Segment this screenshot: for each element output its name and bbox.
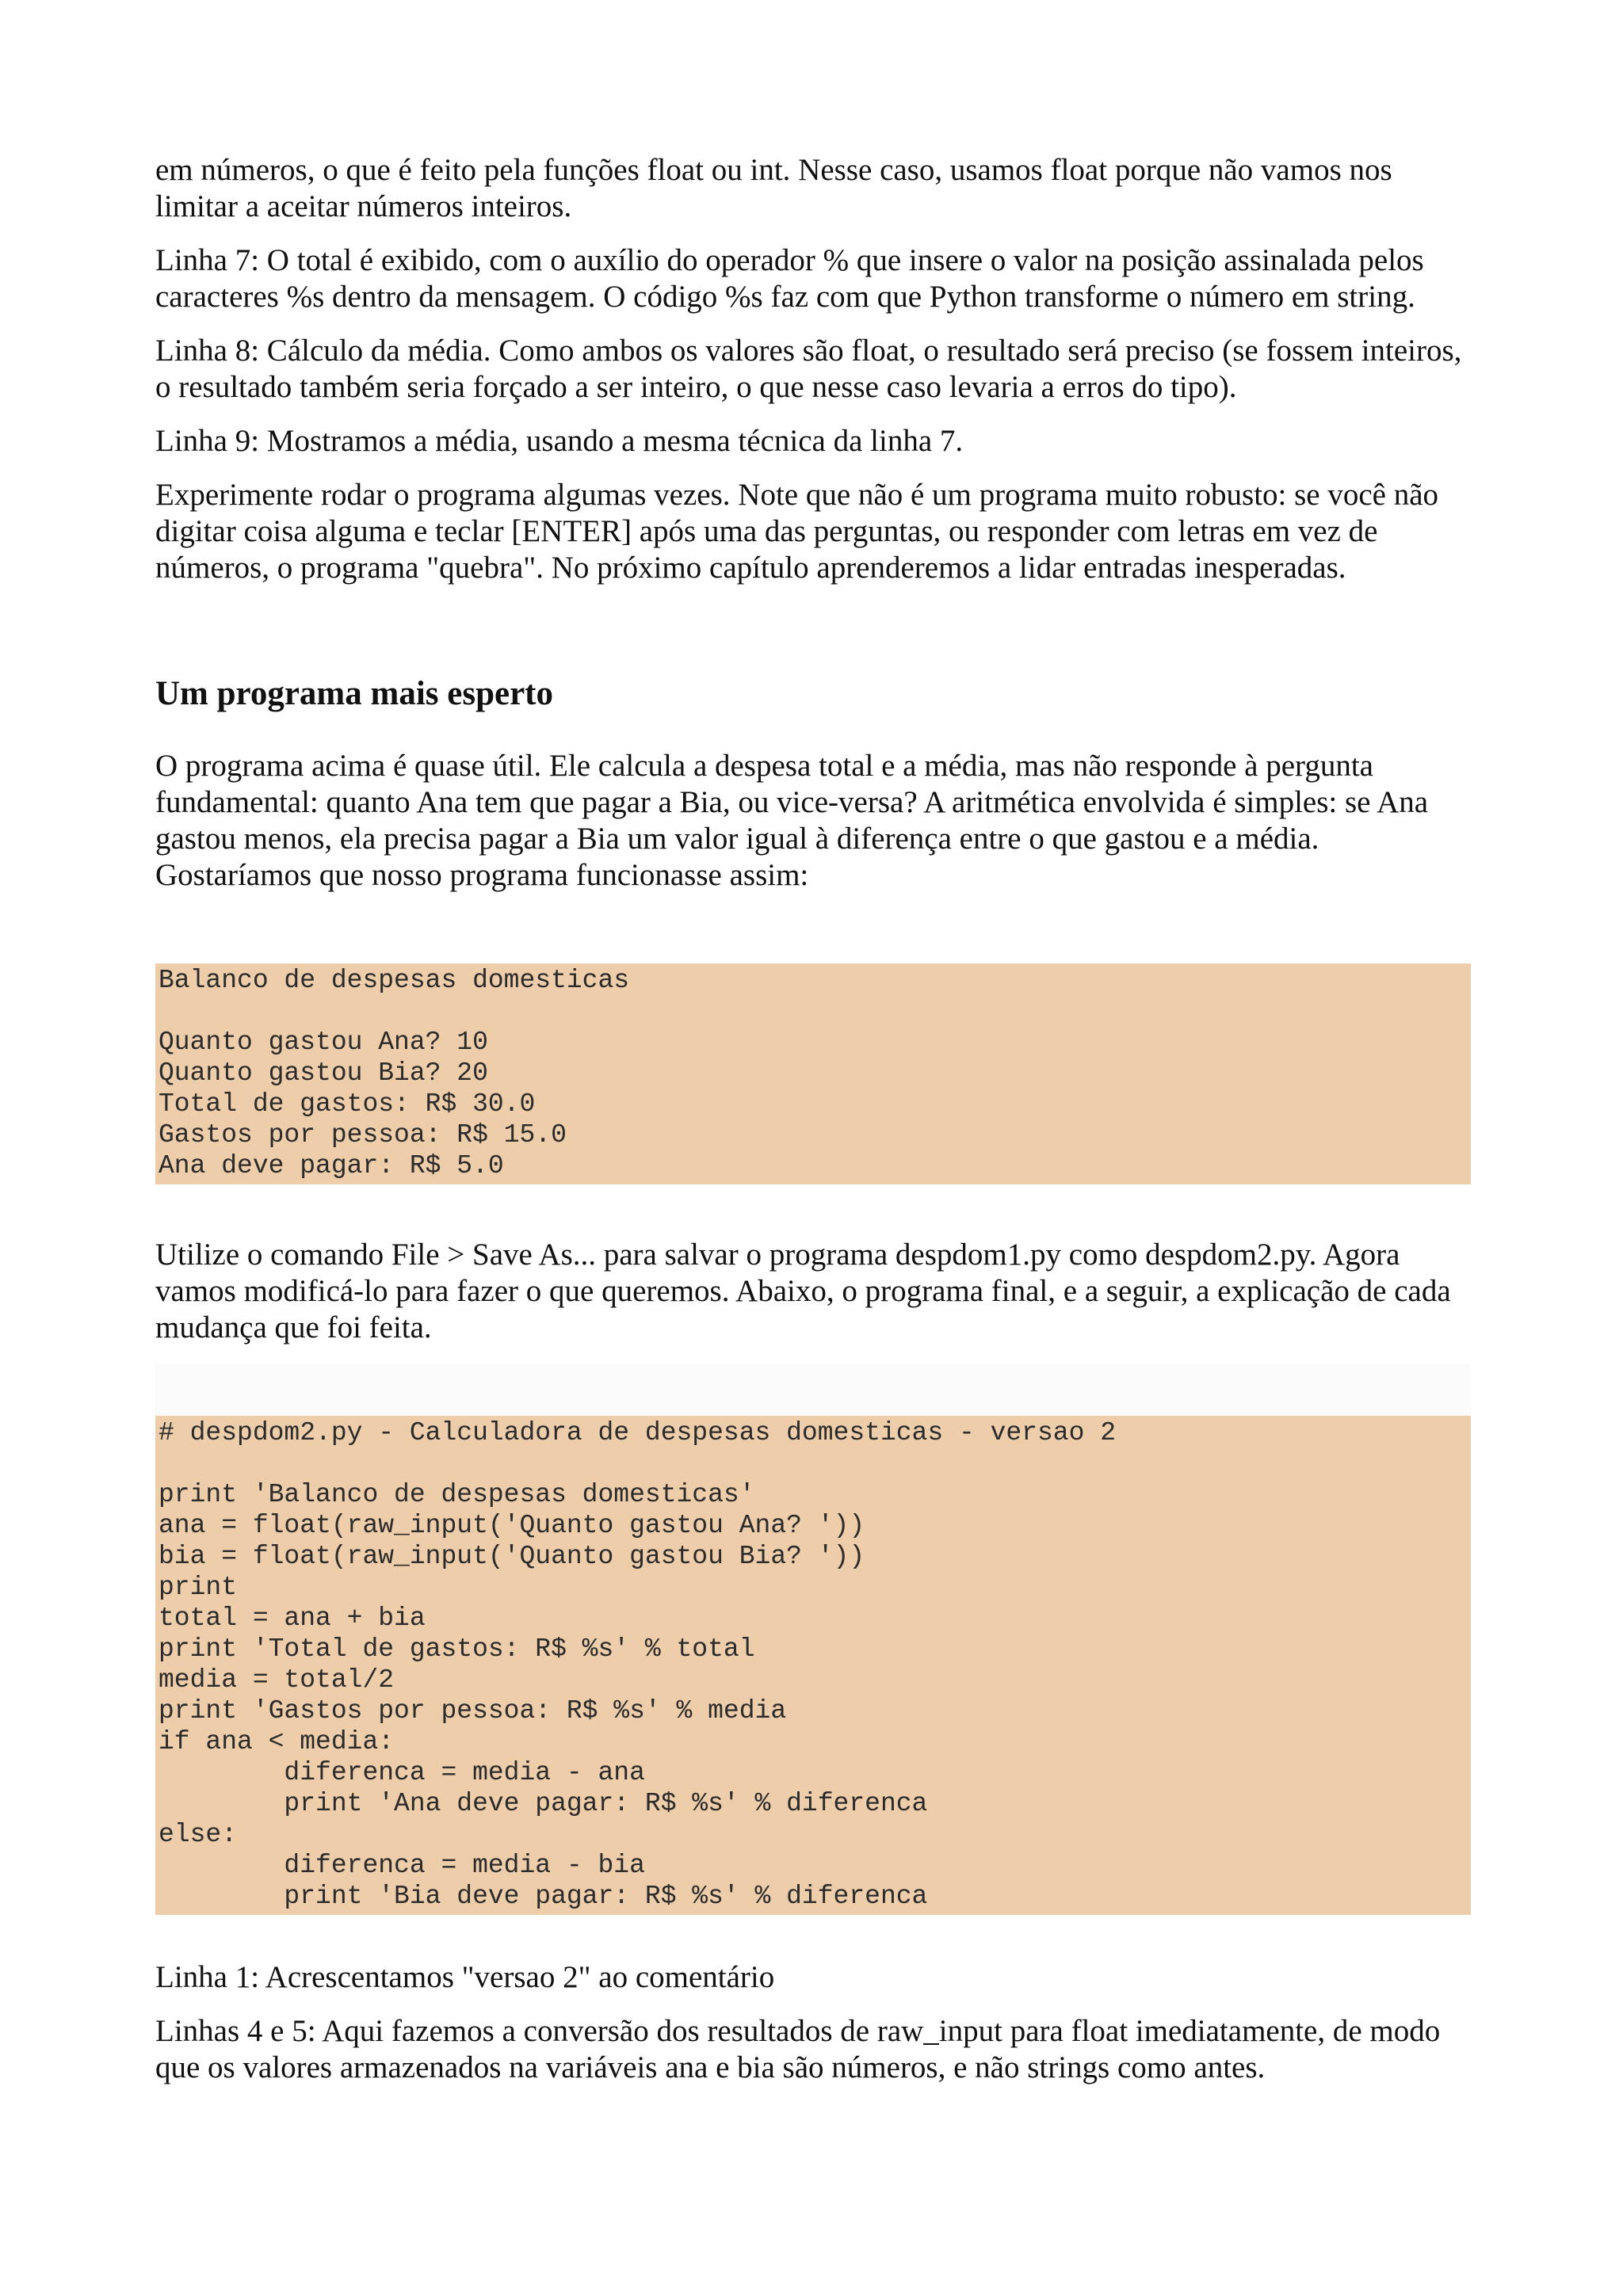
section-heading: Um programa mais esperto [155,675,553,712]
section-spacer [155,604,1471,673]
paragraph-intro: O programa acima é quase útil. Ele calcula a despesa total e a média, mas não responde à pergunta fundamental: quanto Ana tem que pagar a Bia, ou vice-versa? A aritmética envolvida é simples: se Ana gastou menos, ela precisa pagar a Bia um valor igual à diferença entre o que gastou e a média. Gostaríamos que nosso programa funcionasse assim: [155,749,1429,892]
code-spacer [155,1363,1471,1416]
paragraph-linha-1: Linha 1: Acrescentamos "versao 2" ao comentário [155,1960,775,1994]
code-spacer [155,1915,1471,1959]
paragraph-linha-9: Linha 9: Mostramos a média, usando a mesma técnica da linha 7. [155,424,964,458]
document-page [155,152,1471,2103]
paragraph-linha-7: Linha 7: O total é exibido, com o auxílio do operador % que insere o valor na posição assinalada pelos caracteres %s dentro da mensagem. O código %s faz com que Python transforme o número em string. [155,243,1424,314]
code-spacer [155,911,1471,963]
paragraph-float-int: em números, o que é feito pela funções float ou int. Nesse caso, usamos float porque não vamos nos limitar a aceitar números inteiros. [155,153,1392,223]
paragraph-save-as: Utilize o comando File > Save As... para salvar o programa despdom1.py como despdom2.py. Agora vamos modificá-lo para fazer o que queremos. Abaixo, o programa final, e a seguir, a explicação de cada mudança que foi feita. [155,1238,1451,1344]
paragraph-linhas-4-5: Linhas 4 e 5: Aqui fazemos a conversão dos resultados de raw_input para float imediatamente, de modo que os valores armazenados na variáveis ana e bia são números, e não strings como antes. [155,2014,1441,2084]
program-code-text: # despdom2.py - Calculadora de despesas domesticas - versao 2 print 'Balanco de despesas domesticas' ana = float(raw_input('Quanto gastou Ana? ')) bia = float(raw_input('Quanto gastou Bia? ')) print total = ana + bia print 'Total de gastos: R$ %s' % total media = total/2 print 'Gastos por pessoa: R$ %s' % media if ana < media: diferenca = media - ana print 'Ana deve pagar: R$ %s' % diferenca else: diferenca = media - bia print 'Bia deve pagar: R$ %s' % diferenca [158,1418,1116,1911]
output-example-text: Balanco de despesas domesticas Quanto gastou Ana? 10 Quanto gastou Bia? 20 Total de gastos: R$ 30.0 Gastos por pessoa: R$ 15.0 Ana deve pagar: R$ 5.0 [158,966,630,1180]
code-spacer [155,1184,1471,1237]
paragraph-experimente: Experimente rodar o programa algumas vezes. Note que não é um programa muito robusto: se você não digitar coisa alguma e teclar [ENTER] após uma das perguntas, ou responder com letras em vez de números, o programa "quebra". No próximo capítulo aprenderemos a lidar entradas inesperadas. [155,478,1439,585]
output-example-block [155,963,1471,1184]
paragraph-linha-8: Linha 8: Cálculo da média. Como ambos os valores são float, o resultado será preciso (se fossem inteiros, o resultado também seria forçado a ser inteiro, o que nesse caso levaria a erros do tipo). [155,334,1462,404]
program-code-block [155,1416,1471,1915]
